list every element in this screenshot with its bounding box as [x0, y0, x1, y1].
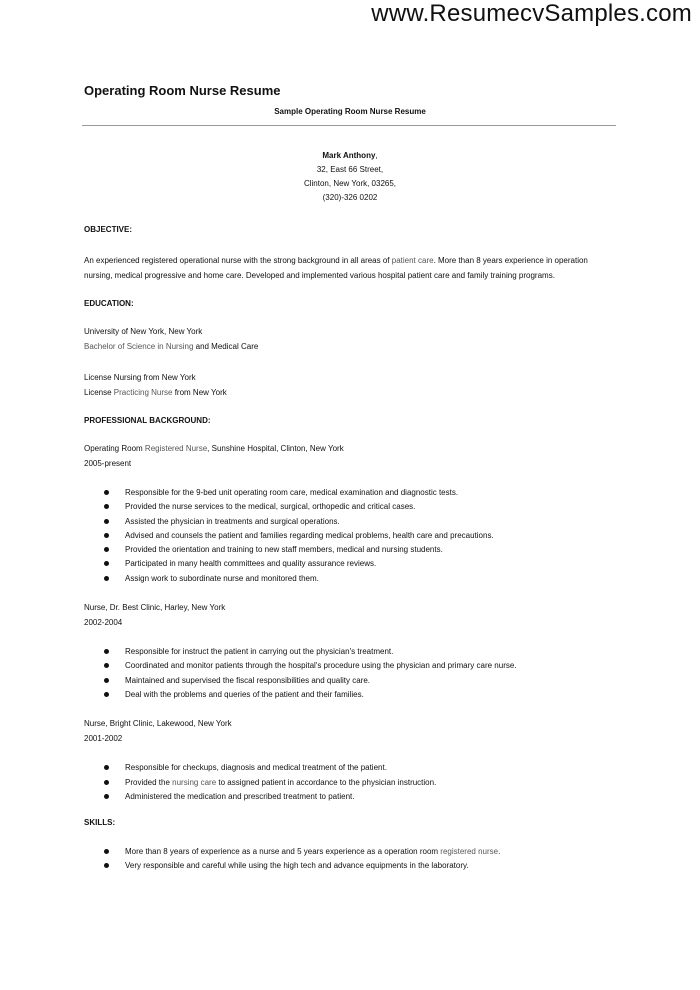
- bullet-icon: [104, 547, 109, 552]
- job3-title: Nurse, Bright Clinic, Lakewood, New York: [84, 719, 232, 729]
- education-heading: EDUCATION:: [84, 299, 134, 308]
- bullet-icon: [104, 692, 109, 697]
- list-item: Provided the nurse services to the medical, surgical, orthopedic and critical cases.: [84, 500, 616, 514]
- nursing-care-link[interactable]: nursing care: [172, 777, 217, 787]
- education-license-block: [84, 370, 616, 400]
- list-item: Assisted the physician in treatments and surgical operations.: [84, 515, 616, 529]
- contact-phone: (320)-326 0202: [322, 193, 378, 202]
- contact-address-1: 32, East 66 Street,: [316, 165, 384, 174]
- list-item: Coordinated and monitor patients through the hospital's procedure using the physician and primary care nurse.: [84, 659, 616, 673]
- education-degree-block: [84, 324, 616, 354]
- license2-b: from New York: [172, 388, 227, 397]
- bullet-icon: [104, 490, 109, 495]
- site-watermark: www.ResumecvSamples.com: [371, 0, 692, 27]
- job1-dates: 2005-present: [84, 459, 132, 468]
- bullet-icon: [104, 794, 109, 799]
- bullet-icon: [104, 780, 109, 785]
- registered-nurse-skill-link[interactable]: registered nurse: [440, 847, 499, 857]
- job1-header: [84, 441, 616, 471]
- objective-heading: OBJECTIVE:: [84, 225, 133, 234]
- list-item: More than 8 years of experience as a nurse and 5 years experience as a operation room registered nurse.: [84, 845, 616, 859]
- list-item: Administered the medication and prescribed treatment to patient.: [84, 790, 616, 804]
- patient-care-link[interactable]: patient care: [391, 256, 434, 265]
- objective-text: [84, 254, 616, 283]
- objective-text-b: . More than 8 years experience in operation nursing, medical progressive and home care. Developed and implemented various hospital patient care and family training programs.: [84, 256, 588, 280]
- license2-a: License: [84, 388, 114, 397]
- list-item: Very responsible and careful while using the high tech and advance equipments in the laboratory.: [84, 859, 616, 873]
- list-item: Responsible for instruct the patient in carrying out the physician's treatment.: [84, 645, 616, 659]
- list-item: Deal with the problems and queries of the patient and their families.: [84, 688, 616, 702]
- practicing-nurse-link[interactable]: Practicing Nurse: [113, 388, 173, 397]
- education-license-2: [84, 385, 616, 400]
- contact-name-line: [84, 149, 616, 163]
- list-item: Participated in many health committees and quality assurance reviews.: [84, 557, 616, 571]
- list-item: Maintained and supervised the fiscal responsibilities and quality care.: [84, 674, 616, 688]
- job1-bullets: [84, 486, 616, 586]
- page-subtitle: Sample Operating Room Nurse Resume: [274, 107, 426, 116]
- list-item: Provided the nursing care to assigned patient in accordance to the physician instruction.: [84, 776, 616, 790]
- bullet-icon: [104, 678, 109, 683]
- bullet-icon: [104, 533, 109, 538]
- degree-link[interactable]: Bachelor of Science in Nursing: [84, 342, 194, 351]
- job2-bullets: [84, 645, 616, 702]
- bullet-icon: [104, 519, 109, 524]
- education-degree: [84, 339, 616, 354]
- job1-title-b: , Sunshine Hospital, Clinton, New York: [207, 444, 344, 453]
- job3-bullets: [84, 761, 616, 804]
- bullet-icon: [104, 765, 109, 770]
- degree-rest: and Medical Care: [193, 342, 259, 351]
- list-item: Provided the orientation and training to new staff members, medical and nursing students.: [84, 543, 616, 557]
- bullet-icon: [104, 561, 109, 566]
- registered-nurse-link[interactable]: Registered Nurse: [144, 444, 208, 453]
- list-item: Responsible for checkups, diagnosis and medical treatment of the patient.: [84, 761, 616, 775]
- list-item: Advised and counsels the patient and families regarding medical problems, health care and precautions.: [84, 529, 616, 543]
- job2-title: Nurse, Dr. Best Clinic, Harley, New York: [84, 603, 226, 613]
- skills-bullets: [84, 845, 616, 874]
- job3-dates: 2001-2002: [84, 734, 123, 744]
- contact-address-2: Clinton, New York, 03265,: [303, 179, 397, 188]
- bullet-icon: [104, 504, 109, 509]
- professional-heading: PROFESSIONAL BACKGROUND:: [84, 416, 211, 425]
- skills-heading: SKILLS:: [84, 818, 116, 828]
- job1-title: [84, 441, 616, 456]
- objective-text-a: An experienced registered operational nurse with the strong background in all areas of: [84, 256, 392, 265]
- resume-document: [84, 84, 616, 874]
- bullet-icon: [104, 663, 109, 668]
- list-item: Responsible for the 9-bed unit operating room care, medical examination and diagnostic tests.: [84, 486, 616, 500]
- education-license-1: License Nursing from New York: [84, 373, 196, 382]
- bullet-icon: [104, 863, 109, 868]
- bullet-icon: [104, 849, 109, 854]
- job1-title-a: Operating Room: [84, 444, 145, 453]
- contact-name: Mark Anthony: [322, 151, 376, 160]
- list-item: Assign work to subordinate nurse and monitored them.: [84, 572, 616, 586]
- bullet-icon: [104, 649, 109, 654]
- job3-header: [84, 716, 616, 746]
- job2-dates: 2002-2004: [84, 618, 123, 628]
- contact-name-suffix: ,: [375, 151, 378, 160]
- bullet-icon: [104, 576, 109, 581]
- education-school: University of New York, New York: [84, 327, 203, 336]
- contact-block: [84, 149, 616, 205]
- title-divider: [82, 125, 616, 126]
- job2-header: [84, 600, 616, 630]
- page-title: Operating Room Nurse Resume: [84, 83, 281, 98]
